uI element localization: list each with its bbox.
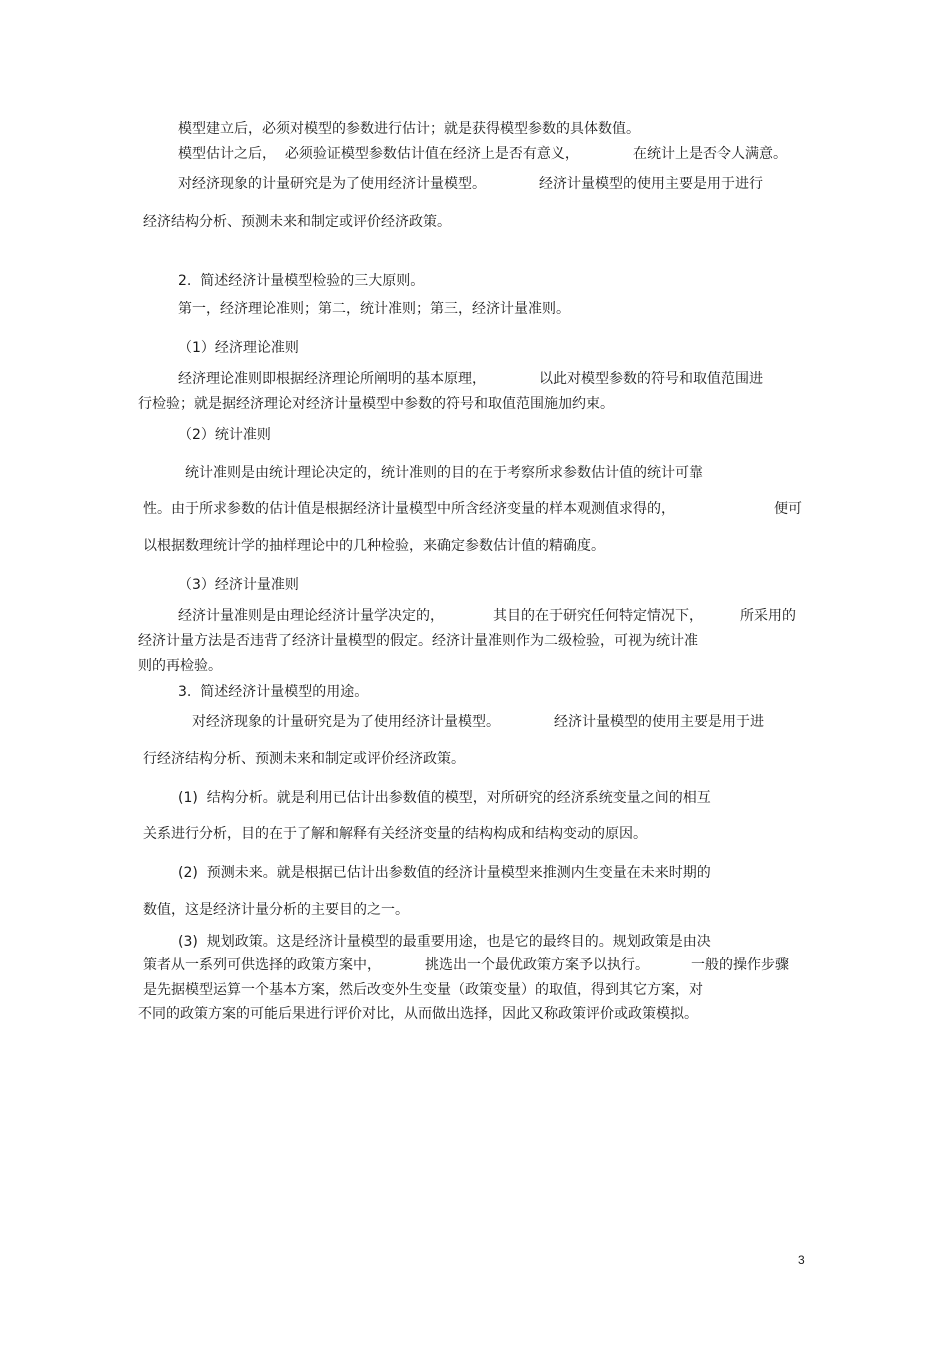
paragraph-line (178, 370, 763, 388)
text-segment: 一般的操作步骤 (691, 957, 789, 973)
page-number: 3 (798, 1253, 805, 1267)
text-segment: 行经济结构分析、预测未来和制定或评价经济政策。 (143, 751, 465, 767)
paragraph-line (138, 1005, 698, 1023)
subsection-heading (178, 426, 271, 444)
paragraph-line (178, 120, 640, 138)
text-segment: 经济计量模型的使用主要是用于进 (554, 714, 764, 730)
paragraph-line (178, 607, 796, 625)
paragraph-line (143, 956, 789, 974)
text-segment: 性。由于所求参数的估计值是根据经济计量模型中所含经济变量的样本观测值求得的， (143, 501, 675, 517)
text-segment: 不同的政策方案的可能后果进行评价对比，从而做出选择，因此又称政策评价或政策模拟。 (138, 1006, 698, 1022)
section-heading (178, 272, 424, 290)
text-segment: 模型估计之后， 必须验证模型参数估计值在经济上是否有意义， (178, 146, 579, 162)
paragraph-line (138, 632, 698, 650)
text-segment: 经济计量准则是由理论经济计量学决定的， (178, 608, 444, 624)
text-segment: 模型建立后，必须对模型的参数进行估计；就是获得模型参数的具体数值。 (178, 121, 640, 137)
subsection-heading (178, 576, 299, 594)
subsection-heading (178, 339, 299, 357)
text-segment: 经济计量方法是否违背了经济计量模型的假定。经济计量准则作为二级检验，可视为统计准 (138, 633, 698, 649)
text-segment: (2) 预测未来。就是根据已估计出参数值的经济计量模型来推测内生变量在未来时期的 (178, 865, 711, 881)
text-segment: 以此对模型参数的符号和取值范围进 (539, 371, 763, 387)
paragraph-line (185, 464, 703, 482)
paragraph-line (143, 537, 605, 555)
list-item (178, 864, 711, 882)
paragraph-line (143, 901, 409, 919)
paragraph-line (178, 175, 763, 193)
paragraph-line (143, 981, 703, 999)
text-segment: 便可 (774, 501, 802, 517)
text-segment: 其目的在于研究任何特定情况下， (493, 608, 703, 624)
text-segment: 是先据模型运算一个基本方案，然后改变外生变量（政策变量）的取值，得到其它方案，对 (143, 982, 703, 998)
text-segment: 经济计量模型的使用主要是用于进行 (539, 176, 763, 192)
text-segment: （1）经济理论准则 (178, 340, 299, 356)
text-segment: 挑选出一个最优政策方案予以执行。 (425, 957, 649, 973)
text-segment: 经济结构分析、预测未来和制定或评价经济政策。 (143, 214, 451, 230)
paragraph-line (143, 213, 451, 231)
text-segment: (1) 结构分析。就是利用已估计出参数值的模型，对所研究的经济系统变量之间的相互 (178, 790, 711, 806)
text-segment: （2）统计准则 (178, 427, 271, 443)
paragraph-line (143, 500, 802, 518)
text-segment: （3）经济计量准则 (178, 577, 299, 593)
text-segment: 第一，经济理论准则；第二，统计准则；第三，经济计量准则。 (178, 301, 570, 317)
text-segment: 以根据数理统计学的抽样理论中的几种检验，来确定参数估计值的精确度。 (143, 538, 605, 554)
section-heading (178, 683, 368, 701)
text-segment: 3. 简述经济计量模型的用途。 (178, 684, 369, 700)
paragraph-line (138, 395, 614, 413)
paragraph-line (178, 145, 787, 163)
text-segment: 行检验；就是据经济理论对经济计量模型中参数的符号和取值范围施加约束。 (138, 396, 614, 412)
text-segment: 对经济现象的计量研究是为了使用经济计量模型。 (178, 176, 486, 192)
paragraph-line (143, 750, 465, 768)
text-segment: 关系进行分析，目的在于了解和解释有关经济变量的结构构成和结构变动的原因。 (143, 826, 647, 842)
text-segment: 对经济现象的计量研究是为了使用经济计量模型。 (192, 714, 500, 730)
text-segment: 2. 简述经济计量模型检验的三大原则。 (178, 273, 425, 289)
text-segment: 统计准则是由统计理论决定的，统计准则的目的在于考察所求参数估计值的统计可靠 (185, 465, 703, 481)
list-item (178, 789, 711, 807)
text-segment: 经济理论准则即根据经济理论所阐明的基本原理， (178, 371, 486, 387)
text-segment: 数值，这是经济计量分析的主要目的之一。 (143, 902, 409, 918)
paragraph-line (143, 825, 647, 843)
list-item (178, 933, 711, 951)
paragraph-line (178, 300, 570, 318)
paragraph-line (138, 657, 222, 675)
text-segment: (3) 规划政策。这是经济计量模型的最重要用途，也是它的最终目的。规划政策是由决 (178, 934, 711, 950)
text-segment: 策者从一系列可供选择的政策方案中， (143, 957, 381, 973)
paragraph-line (192, 713, 764, 731)
text-segment: 在统计上是否令人满意。 (633, 146, 787, 162)
text-segment: 则的再检验。 (138, 658, 222, 674)
text-segment: 所采用的 (740, 608, 796, 624)
